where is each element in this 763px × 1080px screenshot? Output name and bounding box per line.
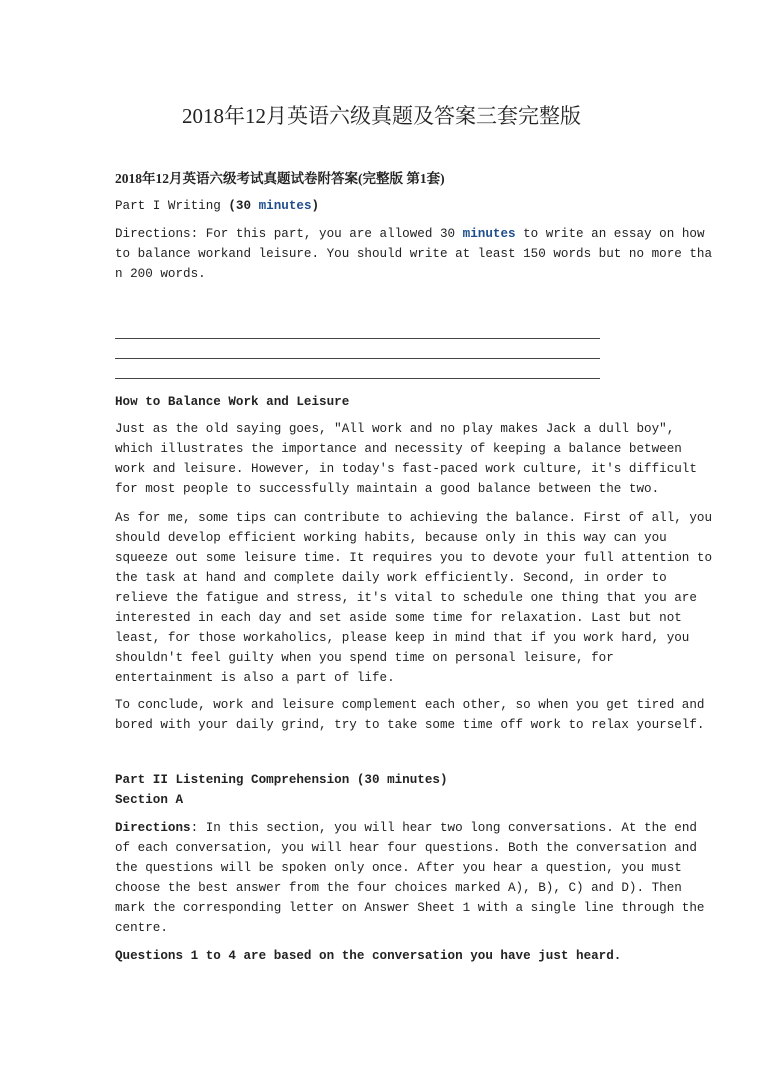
paragraph-line: shouldn't feel guilty when you spend time on personal leisure, for: [115, 651, 614, 665]
paragraph-line: Just as the old saying goes, "All work and no play makes Jack a dull boy",: [115, 422, 675, 436]
text: to write an essay on how: [515, 227, 705, 241]
minutes-link[interactable]: minutes: [462, 227, 516, 241]
paragraph-line: the questions will be spoken only once. After you hear a question, you must: [115, 861, 682, 875]
paragraph-line: for most people to successfully maintain a good balance between the two.: [115, 482, 660, 496]
paragraph-line: which illustrates the importance and necessity of keeping a balance between: [115, 442, 682, 456]
directions-line: [115, 820, 697, 836]
minutes-link[interactable]: minutes: [258, 199, 312, 213]
answer-line: [115, 358, 600, 359]
directions-line: n 200 words.: [115, 267, 206, 281]
paragraph-line: should develop efficient working habits, because only in this way can you: [115, 531, 667, 545]
paragraph-line: relieve the fatigue and stress, it's vital to schedule one thing that you are: [115, 591, 697, 605]
paragraph-line: bored with your daily grind, try to take some time off work to relax yourself.: [115, 718, 705, 732]
part1-heading: [115, 198, 319, 214]
paragraph-line: least, for those workaholics, please keep in mind that if you work hard, you: [115, 631, 690, 645]
document-title: 2018年12月英语六级真题及答案三套完整版: [182, 104, 581, 128]
section-heading: Section A: [115, 793, 184, 807]
text: Directions: For this part, you are allowed 30: [115, 227, 463, 241]
paragraph-line: centre.: [115, 921, 168, 935]
paragraph-line: choose the best answer from the four choices marked A), B), C) and D). Then: [115, 881, 682, 895]
directions-line: [115, 226, 705, 242]
part1-label: Part I Writing: [115, 199, 229, 213]
part1-time: (30: [228, 199, 259, 213]
paragraph-line: As for me, some tips can contribute to achieving the balance. First of all, you: [115, 511, 713, 525]
paragraph-line: mark the corresponding letter on Answer Sheet 1 with a single line through the: [115, 901, 705, 915]
text: : In this section, you will hear two long conversations. At the end: [190, 821, 697, 835]
answer-line: [115, 338, 600, 339]
directions-label: Directions: [115, 821, 191, 835]
directions-line: to balance workand leisure. You should write at least 150 words but no more tha: [115, 247, 713, 261]
paren: ): [311, 199, 320, 213]
paragraph-line: To conclude, work and leisure complement each other, so when you get tired and: [115, 698, 705, 712]
paragraph-line: work and leisure. However, in today's fast-paced work culture, it's difficult: [115, 462, 697, 476]
paragraph-line: the task at hand and complete daily work efficiently. Second, in order to: [115, 571, 667, 585]
paragraph-line: entertainment is also a part of life.: [115, 671, 395, 685]
part2-heading: Part II Listening Comprehension (30 minutes): [115, 773, 448, 787]
paragraph-line: squeeze out some leisure time. It requires you to devote your full attention to: [115, 551, 713, 565]
paragraph-line: interested in each day and set aside some time for relaxation. Last but not: [115, 611, 682, 625]
questions-note: Questions 1 to 4 are based on the conversation you have just heard.: [115, 949, 622, 963]
subtitle: 2018年12月英语六级考试真题试卷附答案(完整版 第1套): [115, 171, 445, 186]
paragraph-line: of each conversation, you will hear four questions. Both the conversation and: [115, 841, 697, 855]
answer-line: [115, 378, 600, 379]
essay-title: How to Balance Work and Leisure: [115, 395, 350, 409]
